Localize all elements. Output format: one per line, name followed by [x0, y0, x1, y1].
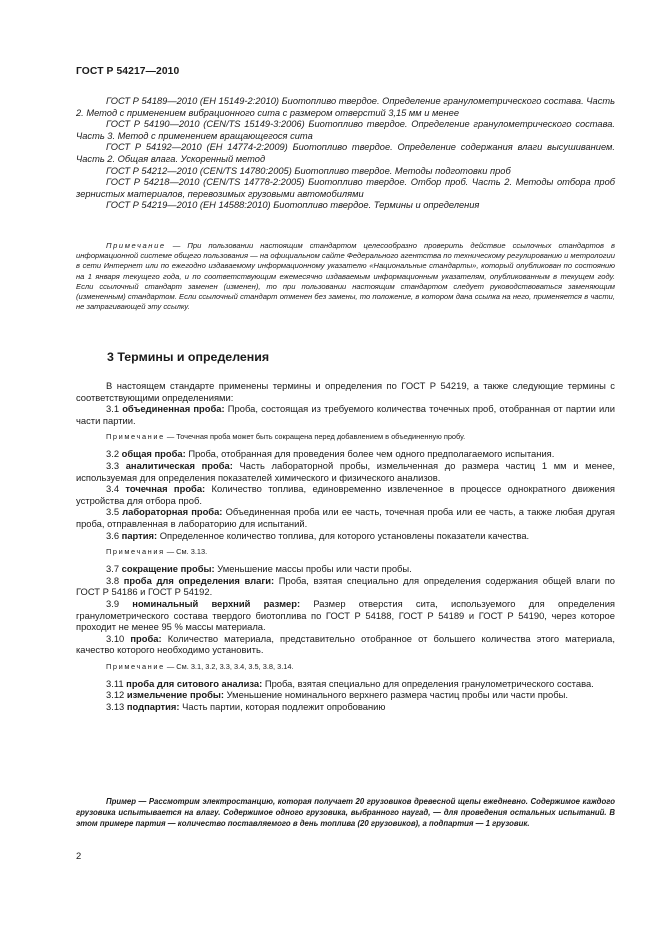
term-name: проба: — [130, 632, 162, 644]
document-header: ГОСТ Р 54217—2010 — [76, 66, 180, 77]
term-name: партия: — [121, 529, 158, 541]
term-definition: Определенное количество топлива, для которого установлены показатели качества. — [159, 529, 530, 541]
references-note — [76, 241, 615, 312]
term-name: подпартия: — [126, 701, 180, 713]
reference-item: ГОСТ Р 54219—2010 (ЕН 14588:2010) Биотопливо твердое. Термины и определения — [106, 200, 480, 211]
term-definition: Уменьшение массы пробы или части пробы. — [217, 563, 412, 575]
term-definition: Объединенная проба или ее часть, точечная проба или ее часть, а также любая другая проба, отправленная в лабораторию для испытаний. — [76, 506, 615, 529]
term-definition: Количество материала, представительно отобранное от большего количества этого материала, качество которого необходимо установить. — [76, 632, 615, 656]
note-label: Примечание — [106, 241, 166, 250]
reference-item: ГОСТ Р 54212—2010 (CEN/TS 14780:2005) Биотопливо твердое. Методы подготовки проб — [106, 165, 511, 176]
term-entry: 3.2 общая проба: Проба, отобранная для проведения более чем одного предполагаемого испытания. — [106, 448, 555, 460]
reference-item: ГОСТ Р 54189—2010 (ЕН 15149-2:2010) Биотопливо твердое. Определение гранулометрического состава. Часть 2. Метод с применением вибрационного сита с размером отверстий 3,15 мм и менее — [76, 96, 615, 118]
term-name: номинальный верхний размер: — [132, 597, 301, 609]
term-note: Примечания — См. 3.13. — [106, 547, 208, 557]
term-entry: 3.3 аналитическая проба: Часть лабораторной пробы, измельченная до размера частиц 1 мм и менее, используемая для определения показателей химического и физического анализов. — [76, 459, 615, 483]
term-name: аналитическая проба: — [125, 459, 233, 471]
note-text: — При пользовании настоящим стандартом целесообразно проверить действие ссылочных стандартов в информационной системе общего пользования — на официальном сайте Федерального агентства по техническому регулированию и метрологии в сети Интернет или по ежегодно издаваемому информационному указателю «Национальные стандарты», который опубликован по состоянию на 1 января текущего года, и по соответствующим ежемесячно издаваемым информационным указателям, опубликованным в текущем году. Если ссылочный стандарт заменен (изменен), то при пользовании настоящим стандартом следует руководствоваться заменяющим (измененным) стандартом. Если ссылочный стандарт отменен без замены, то положение, в котором дана ссылка на него, применяется в части, не затрагивающей эту ссылку. — [76, 241, 615, 312]
term-entry: 3.7 сокращение пробы: Уменьшение массы пробы или части пробы. — [106, 563, 412, 575]
example-text: Пример — Рассмотрим электростанцию, которая получает 20 грузовиков древесной щепы ежедневно. Содержимое каждого грузовика испытывается на влагу. Содержимое одного грузовика, выбранного наугад, — для проведения остальных испытаний. В этом примере партия — количество поставляемого в день топлива (20 грузовиков), а подпартия — 1 грузовик. — [76, 797, 615, 829]
term-name: измельчение пробы: — [126, 689, 225, 701]
term-entry: 3.12 измельчение пробы: Уменьшение номинального верхнего размера частиц пробы или части пробы. — [106, 689, 568, 701]
term-entry: 3.9 номинальный верхний размер: Размер отверстия сита, используемого для определения гранулометрического состава твердого биотоплива по ГОСТ Р 54188, ГОСТ Р 54189 и ГОСТ Р 54190, через которое проходит не менее 95 % массы материала. — [76, 597, 616, 633]
term-definition: Количество топлива, единовременно извлеченное в процессе однократного движения устройства для отбора проб. — [76, 483, 615, 506]
term-entry: 3.10 проба: Количество материала, представительно отобранное от большего количества этого материала, качество которого необходимо установить. — [76, 632, 615, 656]
terms-section-body — [76, 380, 615, 713]
term-definition: Проба, состоящая из требуемого количества точечных проб, отобранная от партии или части партии. — [76, 403, 616, 426]
term-name: объединенная проба: — [122, 403, 225, 415]
term-entry: 3.13 подпартия: Часть партии, которая подлежит опробованию — [106, 701, 386, 713]
term-definition: Размер отверстия сита, используемого для определения гранулометрического состава твердого биотоплива по ГОСТ Р 54188, ГОСТ Р 54189 и ГОСТ Р 54190, через которое проходит не менее 95 % массы материала. — [76, 597, 616, 633]
reference-item: ГОСТ Р 54192—2010 (ЕН 14774-2:2009) Биотопливо твердое. Определение содержания влаги высушиванием. Часть 2. Общая влага. Ускоренный метод — [76, 142, 615, 164]
term-definition: Проба, взятая специально для определения содержания общей влаги по ГОСТ Р 54186 и ГОСТ Р 54192. — [76, 574, 616, 598]
example-block — [76, 796, 615, 830]
term-name: точечная проба: — [125, 483, 206, 495]
term-definition: Проба, отобранная для проведения более чем одного предполагаемого испытания. — [188, 448, 555, 460]
term-entry: 3.4 точечная проба: Количество топлива, единовременно извлеченное в процессе однократного движения устройства для отбора проб. — [76, 483, 615, 506]
term-definition: Часть партии, которая подлежит опробованию — [182, 701, 386, 713]
term-definition: Часть лабораторной пробы, измельченная до размера частиц 1 мм и менее, используемая для определения показателей химического и физического анализов. — [76, 459, 615, 483]
page-number: 2 — [76, 850, 82, 861]
term-entry: 3.11 проба для ситового анализа: Проба, взятая специально для определения гранулометрического состава. — [106, 677, 594, 689]
term-definition: Уменьшение номинального верхнего размера частиц пробы или части пробы. — [226, 689, 568, 701]
term-name: лабораторная проба: — [122, 506, 223, 518]
reference-item: ГОСТ Р 54218—2010 (CEN/TS 14778-2:2005) Биотопливо твердое. Отбор проб. Часть 2. Методы отбора проб зернистых материалов, перевозимых грузовыми автомобилями — [76, 177, 615, 199]
reference-item: ГОСТ Р 54190—2010 (CEN/TS 15149-3:2006) Биотопливо твердое. Определение гранулометрического состава. Часть 3. Метод с применением вращающегося сита — [76, 119, 615, 141]
term-definition: Проба, взятая специально для определения гранулометрического состава. — [264, 677, 594, 689]
term-entry: 3.6 партия: Определенное количество топлива, для которого установлены показатели качества. — [106, 529, 530, 541]
term-name: общая проба: — [121, 448, 186, 460]
term-note: Примечание — Точечная проба может быть сокращена перед добавлением в объединенную пробу. — [106, 432, 466, 442]
term-entry: 3.5 лабораторная проба: Объединенная проба или ее часть, точечная проба или ее часть, а также любая другая проба, отправленная в лабораторию для испытаний. — [76, 506, 615, 529]
normative-references-list — [76, 96, 615, 212]
term-name: проба для определения влаги: — [123, 574, 275, 586]
term-name: сокращение пробы: — [121, 563, 215, 575]
section-intro: В настоящем стандарте применены термины и определения по ГОСТ Р 54219, а также следующие термины с соответствующими определениями: — [76, 380, 615, 403]
section-title: 3 Термины и определения — [107, 350, 270, 364]
term-note: Примечание — См. 3.1, 3.2, 3.3, 3.4, 3.5, 3.8, 3.14. — [106, 661, 294, 671]
term-name: проба для ситового анализа: — [126, 677, 263, 689]
term-entry: 3.1 объединенная проба: Проба, состоящая из требуемого количества точечных проб, отобранная от партии или части партии. — [76, 403, 616, 426]
term-entry: 3.8 проба для определения влаги: Проба, взятая специально для определения содержания общей влаги по ГОСТ Р 54186 и ГОСТ Р 54192. — [76, 574, 616, 598]
